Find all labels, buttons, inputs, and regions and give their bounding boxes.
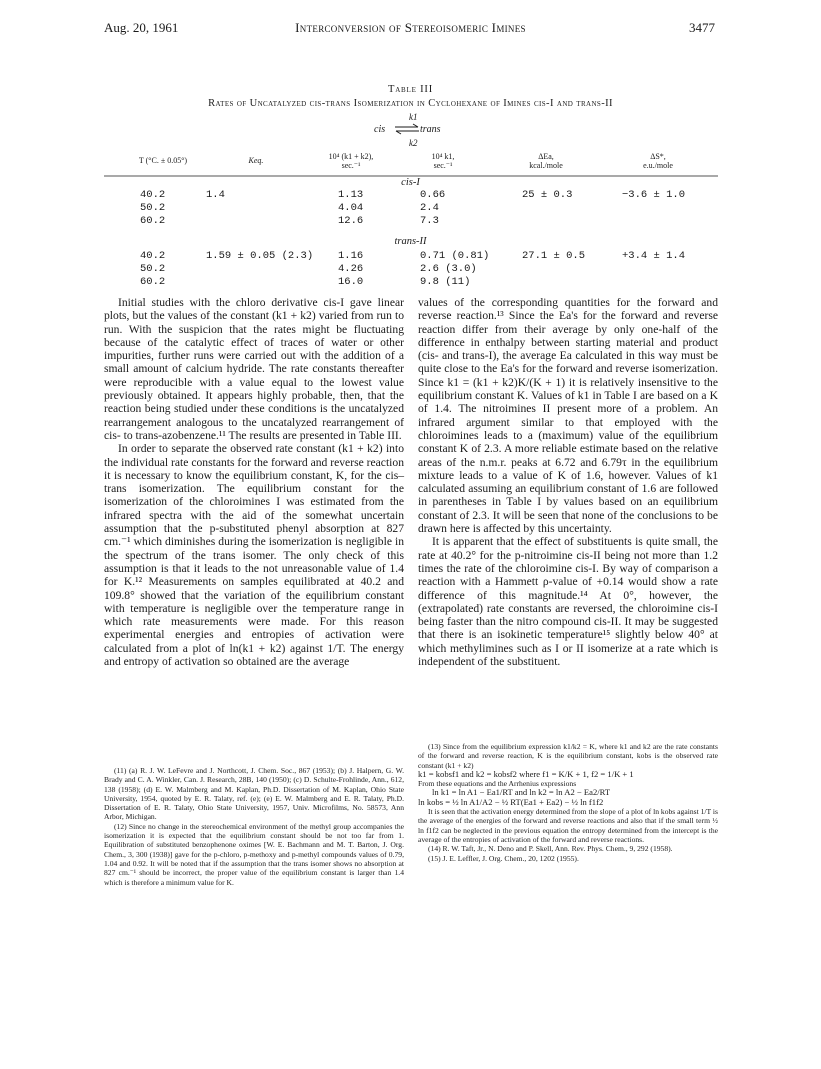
table-cell-k1: 0.66	[420, 189, 446, 201]
scheme-cis: cis	[374, 124, 386, 135]
footnote-text: It is seen that the activation energy determined from the slope of a plot of ln kobs against 1/T is the average of the energies of the forward and reverse reactions and also that if the small term ½ ln f1f2 can be neglected in the previous equation the entropy determined from the intercept is the average of the entropies of activation of the forward and reverse reactions.	[418, 807, 718, 844]
table-cell-rate-sum: 12.6	[338, 215, 364, 227]
header-title: Interconversion of Stereoisomeric Imines	[295, 20, 526, 35]
col-header-ds: ΔS*, e.u./mole	[643, 152, 673, 170]
table-label: Table III	[387, 84, 433, 95]
col-header-rate-sum: 10⁴ (k1 + k2), sec.⁻¹	[328, 152, 374, 170]
footnote-13: (13) Since from the equilibrium expression k1/k2 = K, where k1 and k2 are the rate constants of the forward and reverse reaction, K is the equilibrium constant, kobs is the observed rate constant (k1 + k2)	[418, 742, 718, 770]
footnote-14: (14) R. W. Taft, Jr., N. Deno and P. Skell, Ann. Rev. Phys. Chem., 9, 292 (1958).	[428, 844, 673, 854]
footnote-equation: ln kobs = ½ ln A1/A2 − ½ RT(Ea1 + Ea2) − ½ ln f1f2	[418, 796, 604, 807]
footnotes-left	[104, 766, 404, 887]
paragraph: In order to separate the observed rate constant (k1 + k2) into the individual rate constants for the forward and reverse reaction it is necessary to know the equilibrium constant, K, for the cis–trans isomerization. The equilibrium constant for the isomerization of the chloroimines I was estimated from the infrared spectra with the aid of the somewhat uncertain assumption that the p-substituted phenyl absorption at 827 cm.⁻¹ which diminishes during the isomerization is negligible in the spectrum of the trans isomer. The only check of this assumption is that it leads to the not unreasonable value of 1.4 for K.¹² Measurements on samples equilibrated at 40.2 and 109.8° showed that the variation of the equilibrium constant with temperature is negligible over the temperature range in which rate measurements were made. For this reason experimental energies and entropies of activation were calculated from a plot of ln(k1 + k2) against 1/T. The energy and entropy of activation so obtained are the average	[104, 442, 404, 669]
table-cell-ds: −3.6 ± 1.0	[622, 189, 686, 201]
table-cell-t: 60.2	[140, 276, 166, 288]
scheme-trans: trans	[420, 124, 441, 135]
section-label-trans-II: trans-II	[394, 236, 427, 247]
footnote-equation: ln k1 = ln A1 − Ea1/RT and ln k2 = ln A2 − Ea2/RT	[432, 787, 611, 798]
paragraph: values of the corresponding quantities for the forward and reverse reaction.¹³ Since the Ea's for the forward and reverse reaction differ from their average by only one-half of the difference in enthalpy between starting material and product (cis- and trans-I), the average Ea calculated in this way must be quite close to the Ea's for the forward and reverse isomerization. Since k1 = (k1 + k2)K/(K + 1) it is relatively insensitive to the equilibrium constant K. Values of k1 in Table I are based on a K of 1.4. The nitroimines II present more of a problem. An infrared argument similar to that employed with the chloroimines leads to a (maximum) value of the equilibrium constant K of 2.3. A more reliable estimate based on the relative areas of the n.m.r. peaks at 6.72 and 6.79τ in the equilibrium mixture leads to a value of K of 1.6, however. Values of k1 calculated assuming an equilibrium constant of 1.6 are followed in parentheses in Table I by values based on an equilibrium constant of 2.3. It will be seen that none of the conclusions to be drawn here is affected by this uncertainty.	[418, 296, 718, 536]
equilibrium-scheme	[372, 112, 452, 148]
table-cell-ea: 25 ± 0.3	[522, 189, 573, 201]
table-cell-t: 60.2	[140, 215, 166, 227]
body-column-right	[418, 296, 718, 668]
col-header-keq: Keq.	[248, 156, 264, 165]
table-cell-t: 40.2	[140, 250, 166, 262]
table-cell-rate-sum: 16.0	[338, 276, 364, 288]
table-cell-t: 50.2	[140, 263, 166, 275]
body-column-left	[104, 296, 404, 668]
table-cell-ds: +3.4 ± 1.4	[622, 250, 686, 262]
table-caption: Rates of Uncatalyzed cis-trans Isomerization in Cyclohexane of Imines cis-I and trans-II	[208, 98, 613, 109]
table-cell-k1: 9.8 (11)	[420, 276, 471, 288]
table-cell-k1: 2.4	[420, 202, 439, 214]
table-cell-rate-sum: 1.13	[338, 189, 364, 201]
footnote-equation: k1 = kobsf1 and k2 = kobsf2 where f1 = K/K + 1, f2 = 1/K + 1	[418, 768, 634, 779]
table-cell-k1: 7.3	[420, 215, 439, 227]
table-cell-t: 50.2	[140, 202, 166, 214]
table-cell-t: 40.2	[140, 189, 166, 201]
footnote-12: (12) Since no change in the stereochemical environment of the methyl group accompanies the isomerization it is expected that the equilibrium constant should be not too far from 1. Equilibration of substituted benzophenone oximes [W. E. Bachmann and M. T. Barton, J. Org. Chem., 3, 300 (1938)] gave for the p-chloro, p-methoxy and p-methyl compounds values of 0.79, 1.04 and 0.92. It will be noted that if the assumption that the trans isomer shows no absorption at 827 cm.⁻¹ should be incorrect, the proper value of the equilibrium constant is larger than 1.4 which is therefore a minimum value for K.	[104, 821, 404, 887]
table-cell-rate-sum: 1.16	[338, 250, 364, 262]
header-page-number: 3477	[689, 20, 715, 35]
table-cell-ea: 27.1 ± 0.5	[522, 250, 586, 262]
footnote-11: (11) (a) R. J. W. LeFevre and J. Northcott, J. Chem. Soc., 867 (1953); (b) J. Halpern, G. W. Brady and C. A. Winkler, Can. J. Research, 28B, 140 (1950); (c) D. Schulte-Frohlinde, Ann., 612, 138 (1958); (d) E. W. Malmberg and M. Kaplan, Ph.D. Dissertation of M. Kaplan, Ohio State University, 1954, quoted by E. R. Talaty, ref. (e); (e) E. W. Malmberg and E. R. Talaty, Ph.D. Dissertation of E. R. Talaty, Ohio State University, 1957, Univ. Microfilms, No. 58573, Ann Arbor, Michigan.	[104, 766, 404, 822]
scheme-k1: k1	[409, 112, 418, 122]
col-header-k1: 10⁴ k1, sec.⁻¹	[431, 152, 455, 170]
col-header-temperature: T (°C. ± 0.05°)	[138, 156, 188, 165]
equilibrium-arrows-icon	[394, 122, 420, 136]
header-date: Aug. 20, 1961	[104, 20, 179, 35]
footnote-15: (15) J. E. Leffler, J. Org. Chem., 20, 1202 (1955).	[428, 853, 579, 863]
scheme-k2: k2	[409, 138, 418, 148]
footnotes-right	[418, 742, 718, 863]
table-cell-k1: 2.6 (3.0)	[420, 263, 477, 275]
col-header-ea: ΔEa, kcal./mole	[529, 152, 563, 170]
section-label-cis-I: cis-I	[401, 177, 420, 188]
table-cell-keq: 1.4	[206, 189, 225, 201]
table-cell-rate-sum: 4.04	[338, 202, 364, 214]
table-cell-rate-sum: 4.26	[338, 263, 364, 275]
footnote-text: From these equations and the Arrhenius expressions	[418, 779, 577, 789]
table-cell-keq: 1.59 ± 0.05 (2.3)	[206, 250, 314, 262]
table-cell-k1: 0.71 (0.81)	[420, 250, 490, 262]
paragraph: It is apparent that the effect of substituents is quite small, the rate at 40.2° for the p-nitroimine cis-II being not more than 1.2 times the rate of the chloroimine cis-I. By way of comparison a reaction with a Hammett ρ-value of +0.14 would show a rate difference of this magnitude.¹⁴ At 0°, however, the (extrapolated) rate constants are reversed, the chloroimine cis-I being faster than the nitro compound cis-II. It may be suggested that there is an isokinetic temperature¹⁵ slightly below 40° at which methylimines such as I or II isomerize at a rate which is independent of the substituent.	[418, 535, 718, 669]
paragraph: Initial studies with the chloro derivative cis-I gave linear plots, but the values of the constant (k1 + k2) varied from run to run. With the suspicion that the rates might be fluctuating because of the catalytic effect of traces of water or other impurities, further runs were carried out with the addition of a small amount of calcium hydride. The rate constants thereafter were reproducible with a value equal to the lowest value previously obtained. It appears highly probable, then, that the reaction being studied under these conditions is the uncatalyzed rearrangement analogous to the uncatalyzed rearrangement of cis- to trans-azobenzene.¹¹ The results are presented in Table III.	[104, 296, 404, 442]
